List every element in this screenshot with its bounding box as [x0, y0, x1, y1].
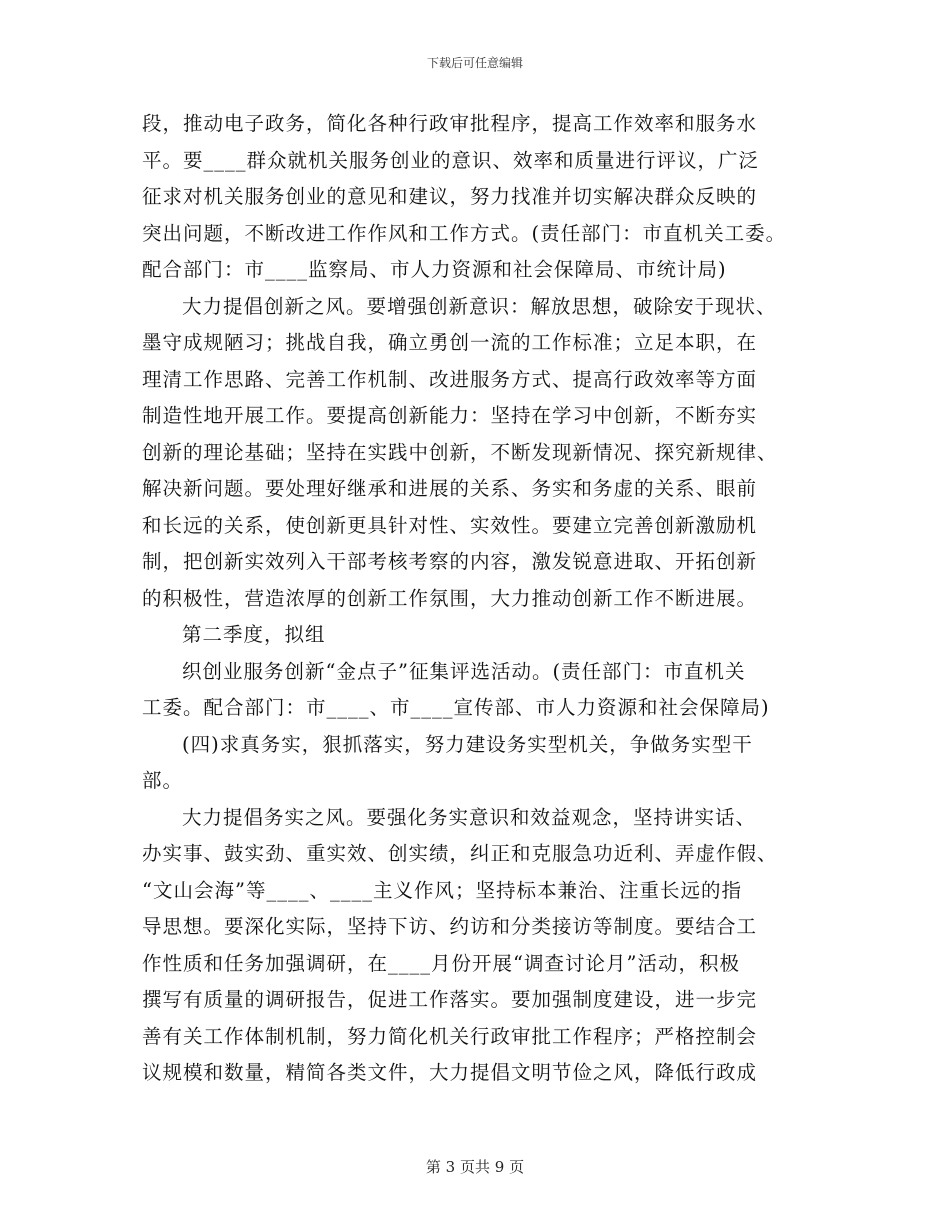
text-line: 撰写有质量的调研报告，促进工作落实。要加强制度建设，进一步完 [142, 988, 758, 1011]
text-line: 大力提倡创新之风。要增强创新意识：解放思想，破除安于现状、 [182, 294, 777, 318]
text-line: 工委。配合部门：市____、市____宣传部、市人力资源和社会保障局) [142, 696, 770, 719]
text-line: 善有关工作体制机制，努力简化机关行政审批工作程序；严格控制会 [142, 1024, 758, 1048]
text-line: 导思想。要深化实际，坚持下访、约访和分类接访等制度。要结合工 [142, 915, 758, 938]
text-line: 段，推动电子政务，简化各种行政审批程序，提高工作效率和服务水 [142, 112, 758, 135]
text-line: 突出问题，不断改进工作作风和工作方式。(责任部门：市直机关工委。 [142, 221, 787, 245]
text-line: 办实事、鼓实劲、重实效、创实绩，纠正和克服急功近利、弄虚作假、 [142, 842, 778, 865]
text-line: “文山会海”等____、____主义作风；坚持标本兼治、注重长远的指 [142, 878, 742, 902]
text-line: 配合部门：市____监察局、市人力资源和社会保障局、市统计局) [142, 258, 727, 281]
text-line: 墨守成规陋习；挑战自我，确立勇创一流的工作标准；立足本职，在 [142, 331, 758, 354]
text-line: 创新的理论基础；坚持在实践中创新，不断发现新情况、探究新规律、 [142, 440, 778, 464]
text-line: 的积极性，营造浓厚的创新工作氛围，大力推动创新工作不断进展。 [142, 586, 758, 610]
page-header: 下载后可任意编辑 [426, 56, 523, 70]
text-line: 理清工作思路、完善工作机制、改进服务方式、提高行政效率等方面 [142, 367, 758, 391]
text-line: 解决新问题。要处理好继承和进展的关系、务实和务虚的关系、眼前 [142, 477, 758, 500]
text-line: 和长远的关系，使创新更具针对性、实效性。要建立完善创新激励机 [142, 513, 758, 537]
text-line: 织创业服务创新“金点子”征集评选活动。(责任部门：市直机关 [182, 659, 746, 683]
page-footer: 第 3 页共 9 页 [425, 1158, 525, 1176]
text-line: 大力提倡务实之风。要强化务实意识和效益观念，坚持讲实话、 [182, 805, 757, 829]
text-line: 第二季度，拟组 [182, 623, 326, 646]
text-line: 制造性地开展工作。要提高创新能力：坚持在学习中创新，不断夯实 [142, 404, 758, 427]
text-line: 部。 [142, 769, 184, 792]
text-line: 征求对机关服务创业的意见和建议，努力找准并切实解决群众反映的 [142, 185, 758, 208]
text-line: 作性质和任务加强调研，在____月份开展“调查讨论月”活动，积极 [142, 951, 740, 975]
text-line: (四)求真务实，狠抓落实，努力建设务实型机关，争做务实型干 [182, 732, 753, 756]
document-body [142, 106, 810, 1092]
text-line: 制，把创新实效列入干部考核考察的内容，激发锐意进取、开拓创新 [142, 550, 758, 573]
text-line: 议规模和数量，精简各类文件，大力提倡文明节俭之风，降低行政成 [142, 1061, 758, 1084]
text-line: 平。要____群众就机关服务创业的意识、效率和质量进行评议，广泛 [142, 148, 760, 172]
